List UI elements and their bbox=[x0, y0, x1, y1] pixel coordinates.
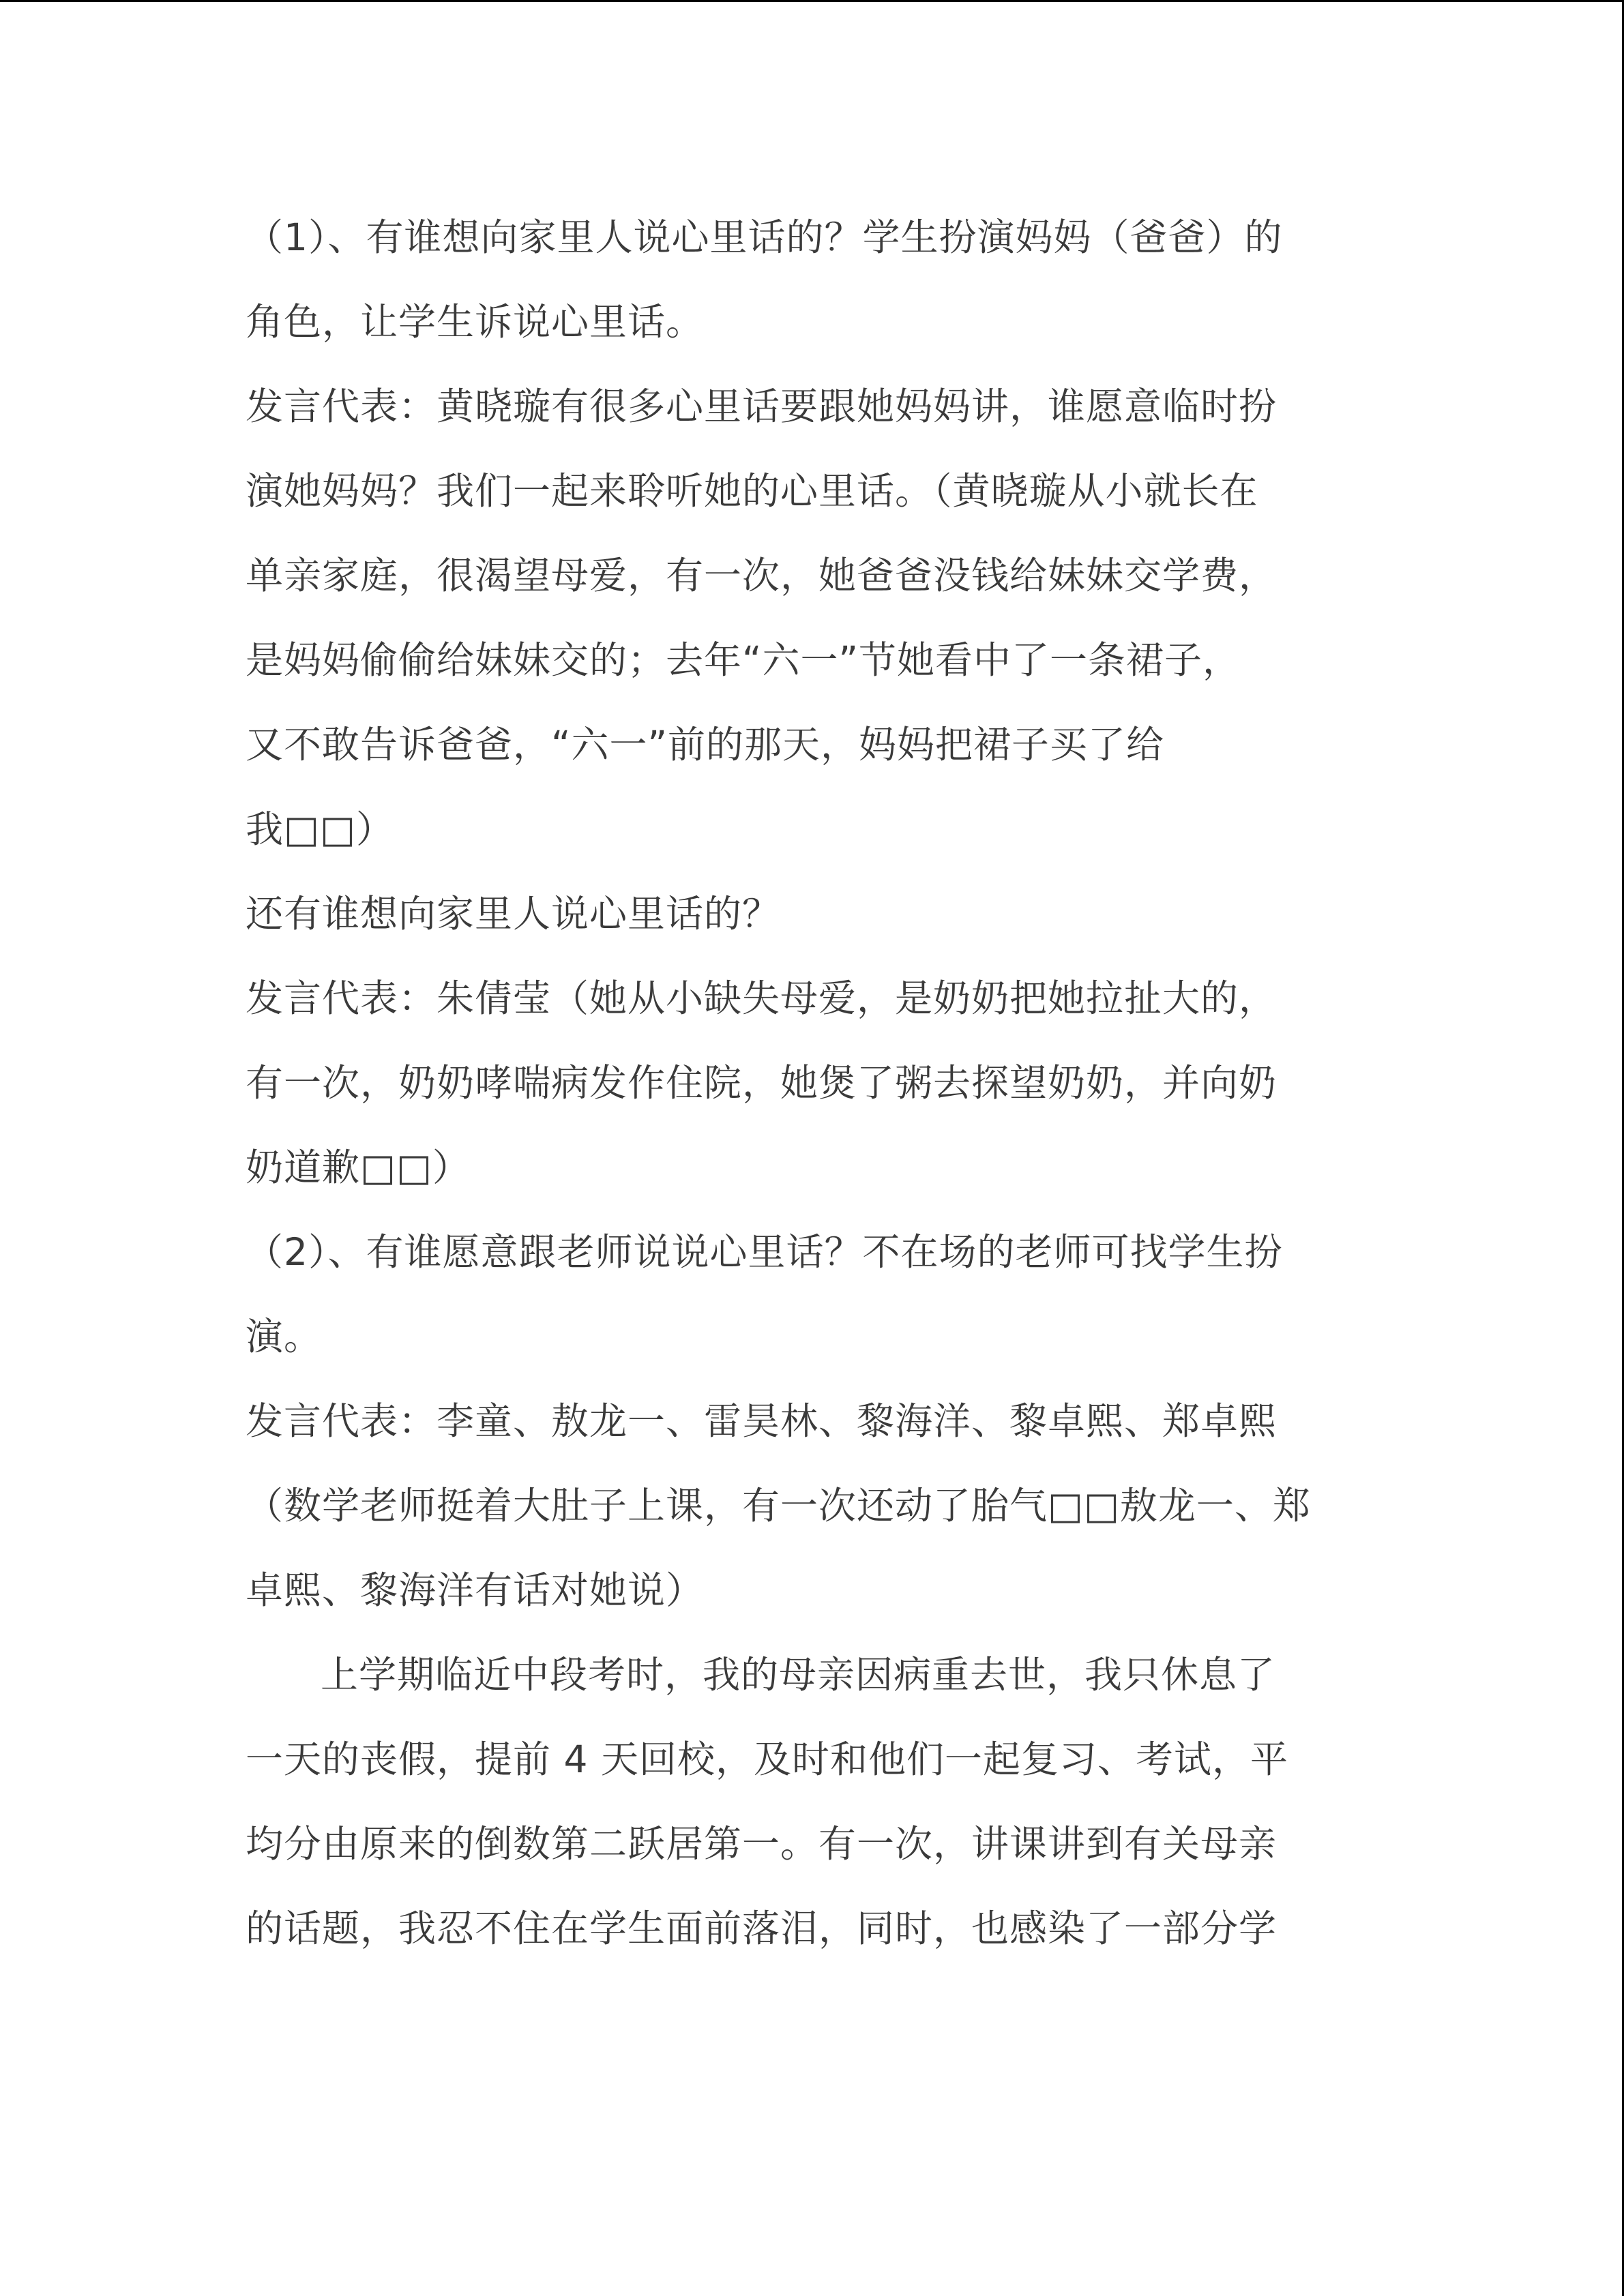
text-line: 是妈妈偷偷给妹妹交的；去年“六一”节她看中了一条裙子， bbox=[246, 638, 1241, 682]
text-line: 卓熙、黎海洋有话对她说） bbox=[246, 1568, 705, 1612]
text-line: 奶道歉□□） bbox=[246, 1146, 471, 1189]
text-line: 演。 bbox=[246, 1315, 323, 1358]
text-line: 角色，让学生诉说心里话。 bbox=[246, 300, 705, 344]
paragraph-first-line: 上学期临近中段考时，我的母亲因病重去世，我只休息了 bbox=[321, 1653, 1276, 1697]
text-line: 均分由原来的倒数第二跃居第一。有一次，讲课讲到有关母亲 bbox=[246, 1822, 1278, 1866]
text-line: 发言代表：黄晓璇有很多心里话要跟她妈妈讲，谁愿意临时扮 bbox=[246, 385, 1278, 428]
text-line: 一天的丧假，提前 4 天回校，及时和他们一起复习、考试，平 bbox=[246, 1738, 1288, 1781]
text-line: 还有谁想向家里人说心里话的？ bbox=[246, 892, 781, 936]
text-line: （数学老师挺着大肚子上课，有一次还动了胎气□□敖龙一、郑 bbox=[246, 1484, 1311, 1527]
text-line: （2）、有谁愿意跟老师说说心里话？不在场的老师可找学生扮 bbox=[246, 1230, 1283, 1274]
document-body bbox=[246, 195, 1391, 1971]
text-line: 又不敢告诉爸爸，“六一”前的那天，妈妈把裙子买了给 bbox=[246, 723, 1164, 766]
text-line: 有一次，奶奶哮喘病发作住院，她煲了粥去探望奶奶，并向奶 bbox=[246, 1061, 1278, 1105]
text-line: 单亲家庭，很渴望母爱，有一次，她爸爸没钱给妹妹交学费， bbox=[246, 554, 1278, 597]
text-line: 演她妈妈？我们一起来聆听她的心里话。（黄晓璇从小就长在 bbox=[246, 469, 1258, 513]
text-line: 发言代表：朱倩莹（她从小缺失母爱，是奶奶把她拉扯大的， bbox=[246, 976, 1278, 1020]
text-line: 我□□） bbox=[246, 807, 394, 851]
text-line: （1）、有谁想向家里人说心里话的？学生扮演妈妈（爸爸）的 bbox=[246, 215, 1283, 259]
text-line: 发言代表：李童、敖龙一、雷昊林、黎海洋、黎卓熙、郑卓熙 bbox=[246, 1399, 1278, 1443]
text-line: 的话题，我忍不住在学生面前落泪，同时，也感染了一部分学 bbox=[246, 1907, 1278, 1950]
